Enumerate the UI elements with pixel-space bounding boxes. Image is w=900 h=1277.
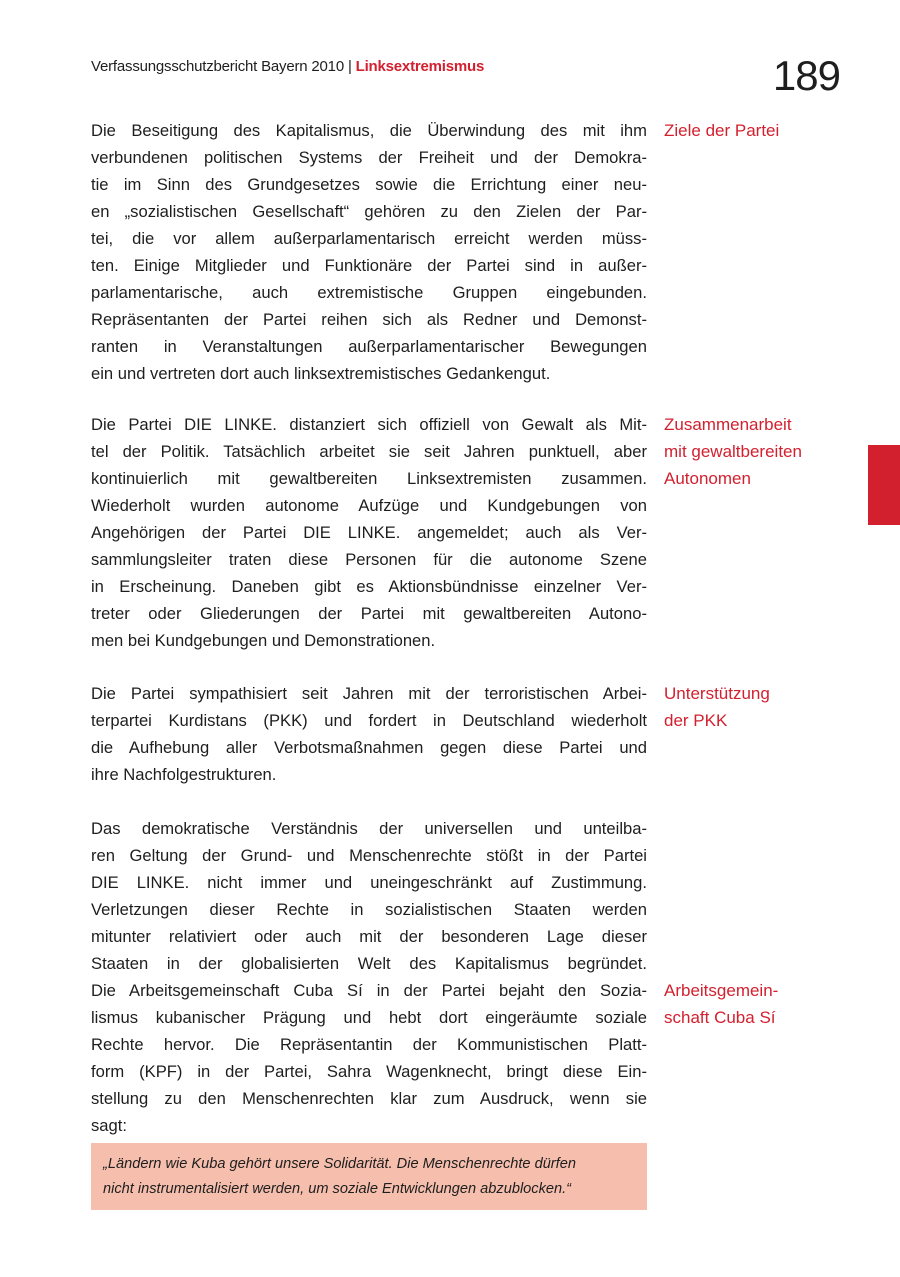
text-line: ranten in Veranstaltungen außerparlamentarischer Bewegungen — [91, 337, 647, 356]
text-line: DIE LINKE. nicht immer und uneingeschränkt auf Zustimmung. — [91, 873, 647, 892]
chapter-tab-marker — [868, 445, 900, 525]
paragraph-cooperation — [91, 411, 647, 654]
paragraph-human-rights — [91, 815, 647, 1139]
text-line: men bei Kundgebungen und Demonstrationen. — [91, 631, 436, 650]
text-line: sagt: — [91, 1116, 127, 1135]
report-title: Verfassungsschutzbericht Bayern 2010 — [91, 58, 344, 75]
side-note-line: schaft Cuba Sí — [664, 1008, 776, 1027]
text-line: form (KPF) in der Partei, Sahra Wagenknecht, bringt diese Ein- — [91, 1062, 647, 1081]
text-line: tel der Politik. Tatsächlich arbeitet sie seit Jahren punktuell, aber — [91, 442, 647, 461]
text-line: Die Beseitigung des Kapitalismus, die Überwindung des mit ihm — [91, 121, 647, 140]
header-separator: | — [347, 58, 352, 75]
quote-box — [91, 1143, 647, 1210]
text-line: mitunter relativiert oder auch mit der besonderen Lage dieser — [91, 927, 647, 946]
text-line: Staaten in der globalisierten Welt des Kapitalismus begründet. — [91, 954, 647, 973]
side-note-line: Arbeitsgemein- — [664, 981, 779, 1000]
text-line: ihre Nachfolgestrukturen. — [91, 765, 277, 784]
text-line: Wiederholt wurden autonome Aufzüge und Kundgebungen von — [91, 496, 647, 515]
side-note-line: Unterstützung — [664, 684, 770, 703]
text-line: ren Geltung der Grund- und Menschenrechte stößt in der Partei — [91, 846, 647, 865]
side-note-line: Autonomen — [664, 469, 751, 488]
side-note-pkk — [664, 680, 770, 734]
text-line: ten. Einige Mitglieder und Funktionäre der Partei sind in außer- — [91, 256, 647, 275]
text-line: Das demokratische Verständnis der universellen und unteilba- — [91, 819, 647, 838]
text-line: die Aufhebung aller Verbotsmaßnahmen gegen diese Partei und — [91, 738, 647, 757]
quote-line: „Ländern wie Kuba gehört unsere Solidarität. Die Menschenrechte dürfen — [103, 1156, 576, 1172]
text-line: tei, die vor allem außerparlamentarisch erreicht werden müss- — [91, 229, 647, 248]
text-line: ein und vertreten dort auch linksextremistisches Gedankengut. — [91, 364, 551, 383]
page-number: 189 — [772, 52, 840, 99]
side-note-line: Zusammenarbeit — [664, 415, 792, 434]
text-line: sammlungsleiter traten diese Personen für die autonome Szene — [91, 550, 647, 569]
text-line: Die Partei sympathisiert seit Jahren mit der terroristischen Arbei- — [91, 684, 647, 703]
text-line: tie im Sinn des Grundgesetzes sowie die Errichtung einer neu- — [91, 175, 647, 194]
side-note-line: mit gewaltbereiten — [664, 442, 802, 461]
text-line: parlamentarische, auch extremistische Gruppen eingebunden. — [91, 283, 647, 302]
paragraph-pkk — [91, 680, 647, 788]
text-line: lismus kubanischer Prägung und hebt dort eingeräumte soziale — [91, 1008, 647, 1027]
text-line: Rechte hervor. Die Repräsentantin der Kommunistischen Platt- — [91, 1035, 647, 1054]
text-line: in Erscheinung. Daneben gibt es Aktionsbündnisse einzelner Ver- — [91, 577, 647, 596]
side-note-cooperation — [664, 411, 802, 492]
paragraph-goals — [91, 117, 647, 387]
quote-line: nicht instrumentalisiert werden, um soziale Entwicklungen abzublocken.“ — [103, 1181, 572, 1197]
text-line: kontinuierlich mit gewaltbereiten Linksextremisten zusammen. — [91, 469, 647, 488]
text-line: treter oder Gliederungen der Partei mit gewaltbereiten Autono- — [91, 604, 647, 623]
side-note-line: der PKK — [664, 711, 728, 730]
text-line: Die Partei DIE LINKE. distanziert sich offiziell von Gewalt als Mit- — [91, 415, 647, 434]
text-line: Die Arbeitsgemeinschaft Cuba Sí in der Partei bejaht den Sozia- — [91, 981, 647, 1000]
side-note-goals — [664, 117, 779, 144]
text-line: stellung zu den Menschenrechten klar zum Ausdruck, wenn sie — [91, 1089, 647, 1108]
section-title: Linksextremismus — [355, 58, 485, 75]
side-note-cuba-si — [664, 977, 778, 1031]
text-line: verbundenen politischen Systems der Freiheit und der Demokra- — [91, 148, 647, 167]
text-line: Verletzungen dieser Rechte in sozialistischen Staaten werden — [91, 900, 647, 919]
text-line: terpartei Kurdistans (PKK) und fordert in Deutschland wiederholt — [91, 711, 647, 730]
text-line: Repräsentanten der Partei reihen sich als Redner und Demonst- — [91, 310, 647, 329]
text-line: en „sozialistischen Gesellschaft“ gehören zu den Zielen der Par- — [91, 202, 647, 221]
text-line: Angehörigen der Partei DIE LINKE. angemeldet; auch als Ver- — [91, 523, 647, 542]
running-header — [91, 58, 484, 75]
side-note-line: Ziele der Partei — [664, 121, 780, 140]
